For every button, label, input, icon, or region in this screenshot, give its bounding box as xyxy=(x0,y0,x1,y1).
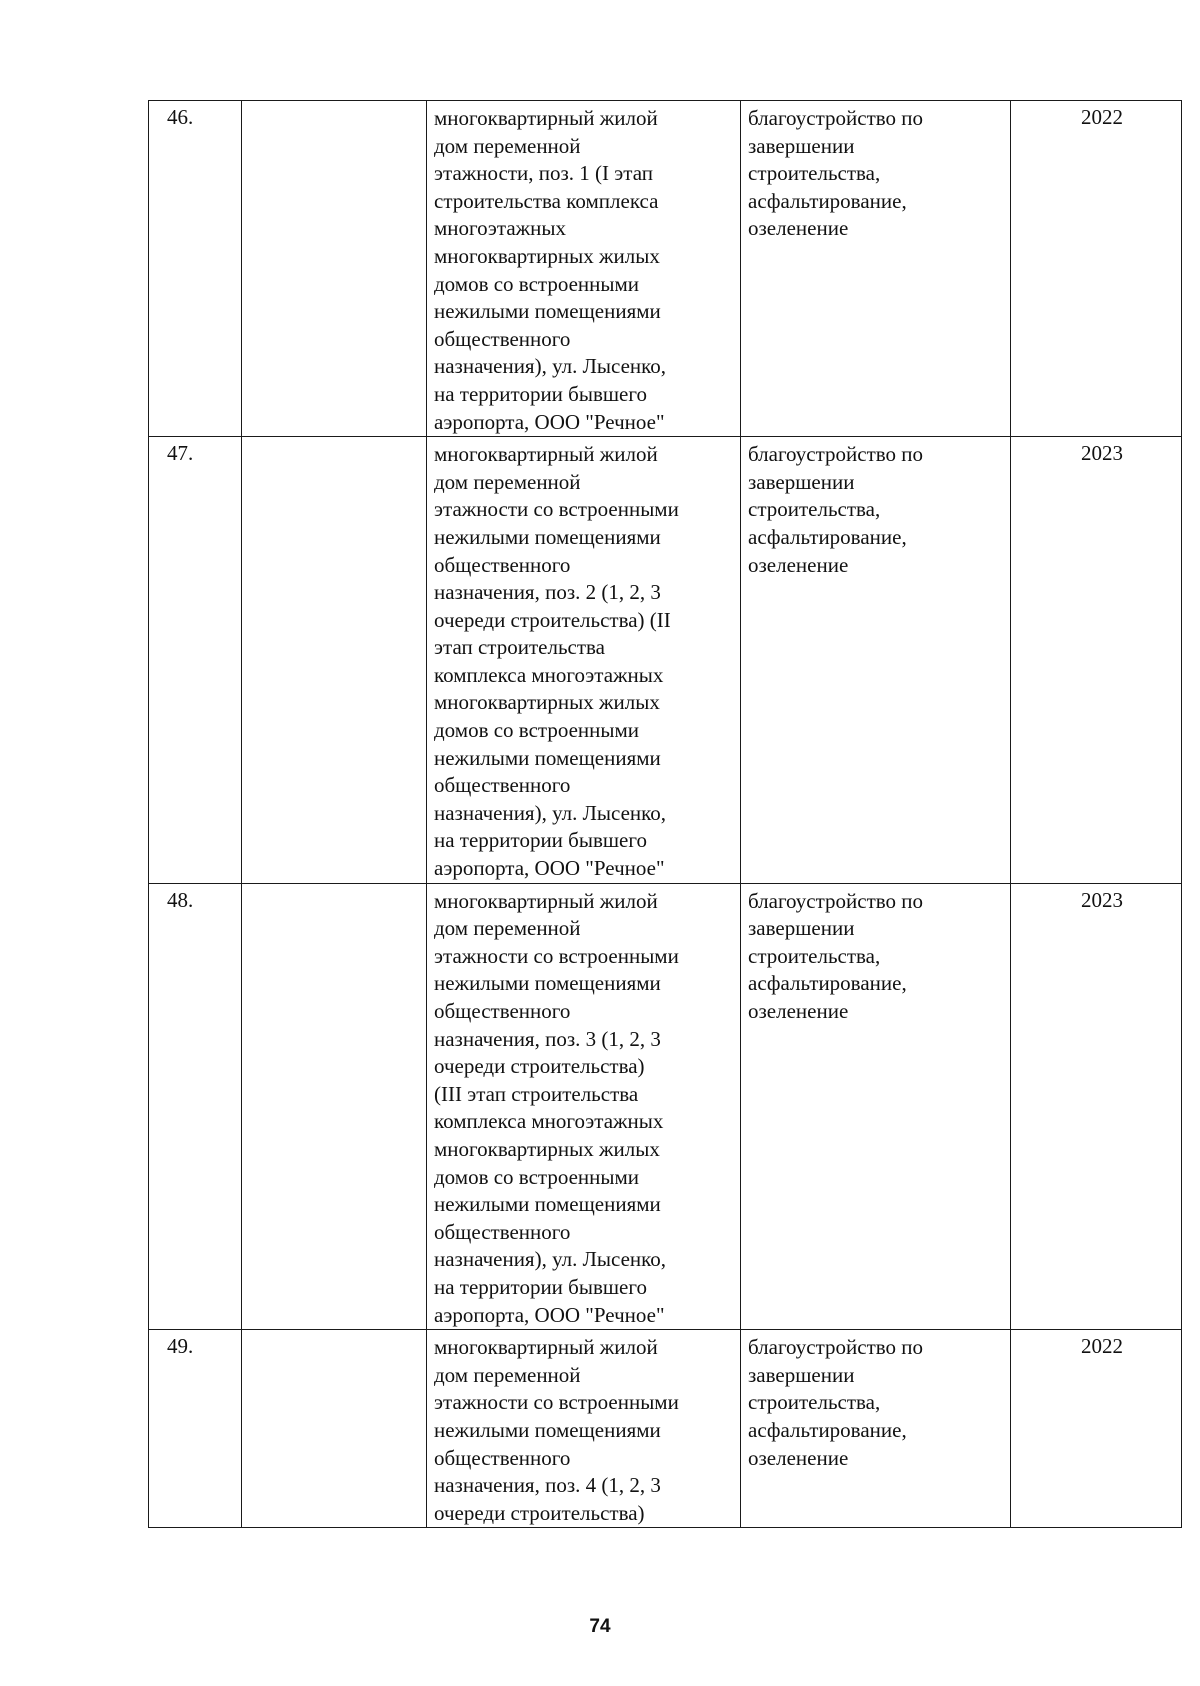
object-description: многоквартирный жилой дом переменной этажности со встроенными нежилыми помещениями общественного назначения, поз. 2 (1, 2, 3 очереди строительства) (II этап строительства комплекса многоэтажных многоквартирных жилых домов со встроенными нежилыми помещениями общественного назначения), ул. Лысенко, на территории бывшего аэропорта, ООО "Речное" xyxy=(434,442,679,881)
object-cell xyxy=(427,883,741,1330)
empty-cell xyxy=(242,101,427,437)
row-number: 47. xyxy=(167,441,194,466)
row-number-cell xyxy=(149,101,242,437)
year-cell xyxy=(1011,883,1182,1330)
completion-year: 2022 xyxy=(1081,1334,1123,1359)
page-number: 74 xyxy=(589,1616,611,1637)
works-description: благоустройство по завершении строительства, асфальтирование, озеленение xyxy=(748,442,924,577)
works-description: благоустройство по завершении строительства, асфальтирование, озеленение xyxy=(748,888,924,1023)
row-number-cell xyxy=(149,883,242,1330)
table-row xyxy=(149,101,1182,437)
works-cell xyxy=(741,1330,1011,1528)
works-cell xyxy=(741,883,1011,1330)
empty-cell xyxy=(242,1330,427,1528)
table-row xyxy=(149,437,1182,884)
works-description: благоустройство по завершении строительства, асфальтирование, озеленение xyxy=(748,1335,924,1470)
object-description: многоквартирный жилой дом переменной этажности, поз. 1 (I этап строительства комплекса многоэтажных многоквартирных жилых домов со встроенными нежилыми помещениями общественного назначения), ул. Лысенко, на территории бывшего аэропорта, ООО "Речное" xyxy=(434,106,667,434)
works-description: благоустройство по завершении строительства, асфальтирование, озеленение xyxy=(748,106,924,241)
works-cell xyxy=(741,437,1011,884)
completion-year: 2023 xyxy=(1081,887,1123,912)
object-cell xyxy=(427,101,741,437)
row-number-cell xyxy=(149,1330,242,1528)
row-number: 48. xyxy=(167,887,194,912)
row-number: 49. xyxy=(167,1334,194,1359)
object-description: многоквартирный жилой дом переменной этажности со встроенными нежилыми помещениями общественного назначения, поз. 3 (1, 2, 3 очереди строительства) (III этап строительства комплекса многоэтажных многоквартирных жилых домов со встроенными нежилыми помещениями общественного назначения), ул. Лысенко, на территории бывшего аэропорта, ООО "Речное" xyxy=(434,888,679,1327)
object-cell xyxy=(427,1330,741,1528)
table-row xyxy=(149,883,1182,1330)
empty-cell xyxy=(242,437,427,884)
completion-year: 2022 xyxy=(1081,105,1123,129)
construction-objects-table xyxy=(148,100,1182,1528)
object-cell xyxy=(427,437,741,884)
object-description: многоквартирный жилой дом переменной этажности со встроенными нежилыми помещениями общественного назначения, поз. 4 (1, 2, 3 очереди строительства) xyxy=(434,1335,679,1525)
row-number: 46. xyxy=(167,105,194,129)
row-number-cell xyxy=(149,437,242,884)
year-cell xyxy=(1011,437,1182,884)
empty-cell xyxy=(242,883,427,1330)
table-row xyxy=(149,1330,1182,1528)
works-cell xyxy=(741,101,1011,437)
completion-year: 2023 xyxy=(1081,441,1123,466)
year-cell xyxy=(1011,1330,1182,1528)
year-cell xyxy=(1011,101,1182,437)
